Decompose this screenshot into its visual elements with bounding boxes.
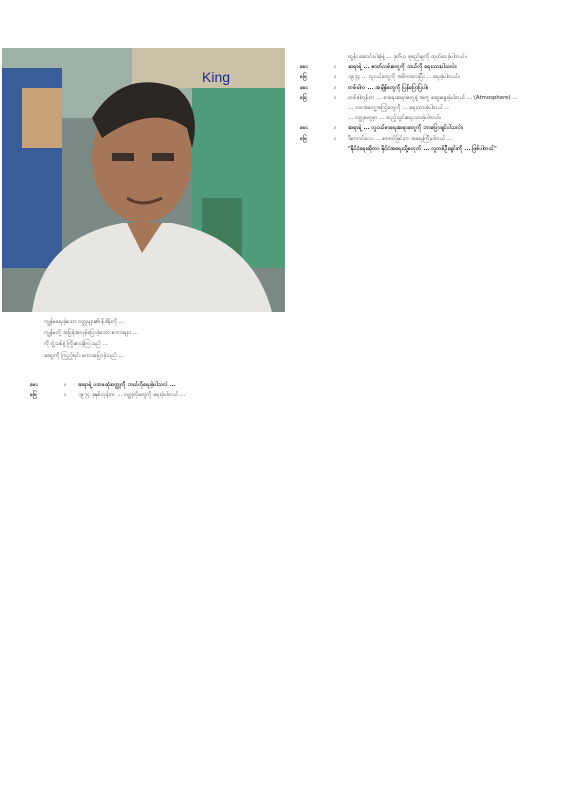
paragraph: ဆရာ့ကို ကြည့်ရင်း စကားပြောခဲ့သည် ... bbox=[44, 352, 124, 359]
question bbox=[300, 63, 560, 71]
signboard-text: King bbox=[202, 69, 231, 85]
question-text: ဆရာရဲ့ ... ဇာတ်လမ်းတွေကို ဘယ်လို ရေးသားပါသလဲ။ bbox=[348, 64, 457, 71]
question bbox=[30, 381, 280, 389]
question bbox=[300, 84, 560, 92]
answer-text: ဒီကောင်လေး ... စာဖတ်ခြင်းက အရေးကြီးပါတယ် ... bbox=[348, 135, 453, 142]
right-column bbox=[300, 53, 560, 155]
portrait-photo bbox=[2, 48, 285, 312]
separator: ။ bbox=[334, 125, 336, 132]
question bbox=[300, 124, 560, 132]
separator: ။ bbox=[64, 392, 66, 399]
speaker-label: ဖြေ bbox=[300, 74, 308, 81]
separator: ။ bbox=[334, 84, 336, 91]
portrait-image bbox=[2, 48, 285, 312]
paragraph: ကျွန်မတို့ အပြန်အလှန်ပြောခဲ့သော စကားများ ... bbox=[44, 330, 138, 337]
paragraph: ကျွန်မရေးခဲ့သော ဝတ္ထုများ၏ နိဒါန်းကို ... bbox=[44, 319, 125, 325]
separator: ။ bbox=[334, 64, 336, 71]
question-text: တစ်ခါက ... အချိန်တွေကို ပြန်ပြောပြပါ။ bbox=[348, 84, 428, 91]
speaker-label: ဖြေ bbox=[300, 94, 308, 101]
answer-text: ၁၉၇၄ ခုနှစ်တုန်းက ... ဝတ္ထုတိုတွေကို ရေးခဲ့ပါတယ် ... bbox=[78, 392, 186, 399]
answer bbox=[300, 73, 560, 81]
answer bbox=[300, 135, 560, 143]
speaker-label: မေး bbox=[300, 64, 308, 71]
speaker-label: ဖြေ bbox=[300, 135, 308, 142]
continued-text: ထွန်း ဆောင်းပါးစုံနဲ့ ... ဒုတိယ စုစည်းမှုကို ထုတ်ဝေခဲ့ပါတယ်။ bbox=[348, 54, 467, 60]
continued-text: ... ဝတ္ထုတွေမှာ ... ထည့်သွင်းရေးသားခဲ့ပါတယ်။ bbox=[348, 115, 442, 122]
continued-text: ... ဘဝအတွေ့အကြုံတွေကို ... ရေးသားခဲ့ပါတယ် ... bbox=[348, 105, 450, 112]
speaker-label: မေး bbox=[300, 84, 308, 91]
separator: ။ bbox=[334, 94, 336, 101]
speaker-label: ဖြေ bbox=[30, 392, 38, 399]
question-text: ဆရာရဲ့ ပထမဆုံးဝတ္ထုကို ဘယ်လိုရေးခဲ့ပါသလဲ ... bbox=[78, 381, 176, 388]
speaker-label: မေး bbox=[30, 381, 38, 388]
separator: ။ bbox=[64, 381, 66, 388]
separator: ။ bbox=[334, 135, 336, 142]
paragraph: ကိုဘွဲ့သစ်နဲ့ ကြိုးစားခဲ့ကြသည် ... bbox=[44, 341, 108, 348]
left-column bbox=[30, 318, 280, 401]
pull-quote: "နိုင်ငံရေးဆိုတာ နိုင်ငံအရေးသို့မဟုတ် ... လူတစ်ဦးချင်းကို ... ဖြစ်ပါတယ်" bbox=[348, 145, 497, 152]
question-text: ဆရာရဲ့ ... လူငယ်စာရေးဆရာတွေကို ဘာပြောချင်ပါသလဲ။ bbox=[348, 125, 463, 132]
answer-text: ၁၉၇၄ ... လူငယ်တွေကို အဓိကထားပြီး ... ရေးခဲ့ပါတယ်။ bbox=[348, 74, 460, 81]
answer-text: တစ်ခါတုန်းက ... စာရေးဆရာတွေနဲ့ အတူ ဆွေးနွေးခဲ့ပါတယ် ... (Atmosphere) ... bbox=[348, 94, 518, 101]
separator: ။ bbox=[334, 74, 336, 81]
answer bbox=[30, 391, 280, 399]
answer bbox=[300, 94, 560, 102]
speaker-label: မေး bbox=[300, 125, 308, 132]
